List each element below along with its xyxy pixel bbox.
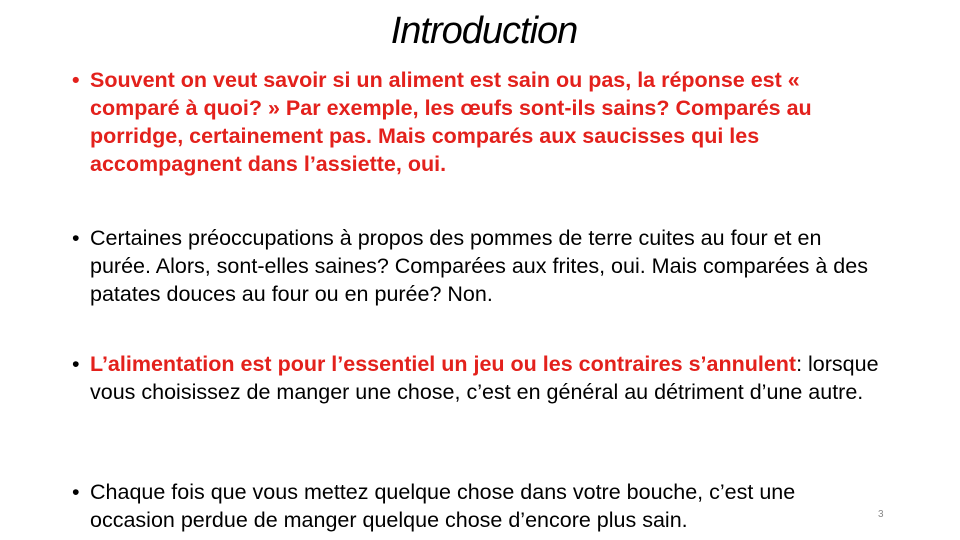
bullet-marker: •: [72, 352, 80, 376]
bullet-item-2: [72, 224, 882, 308]
bullet-text: Chaque fois que vous mettez quelque chose dans votre bouche, c’est une occasion perdue de manger quelque chose d’encore plus sain.: [90, 480, 796, 532]
bullet-marker: •: [72, 480, 80, 504]
slide-title: Introduction: [390, 10, 578, 52]
bullet-marker: •: [72, 226, 80, 250]
bullet-item-4: [72, 478, 882, 534]
bullet-rest-text: : lorsque vous choisissez de manger une chose, c’est en général au détriment d’une autre.: [90, 352, 879, 404]
bullet-text: [90, 350, 882, 406]
bullet-emphasis-text: L’alimentation est pour l’essentiel un jeu ou les contraires s’annulent: [90, 352, 797, 376]
bullet-marker: •: [72, 68, 80, 92]
page-number: 3: [878, 509, 884, 520]
bullet-item-3: [72, 350, 882, 406]
bullet-item-1: [72, 66, 887, 178]
bullet-text: Certaines préoccupations à propos des pommes de terre cuites au four et en purée. Alors, sont-elles saines? Comparées aux frites, oui. Mais comparées à des patates douces au four ou en purée? Non.: [90, 226, 868, 306]
bullet-text: Souvent on veut savoir si un aliment est sain ou pas, la réponse est « comparé à quoi? » Par exemple, les œufs sont-ils sains? Comparés au porridge, certainement pas. Mais comparés aux saucisses qui les accompagnent dans l’assiette, oui.: [90, 68, 812, 176]
